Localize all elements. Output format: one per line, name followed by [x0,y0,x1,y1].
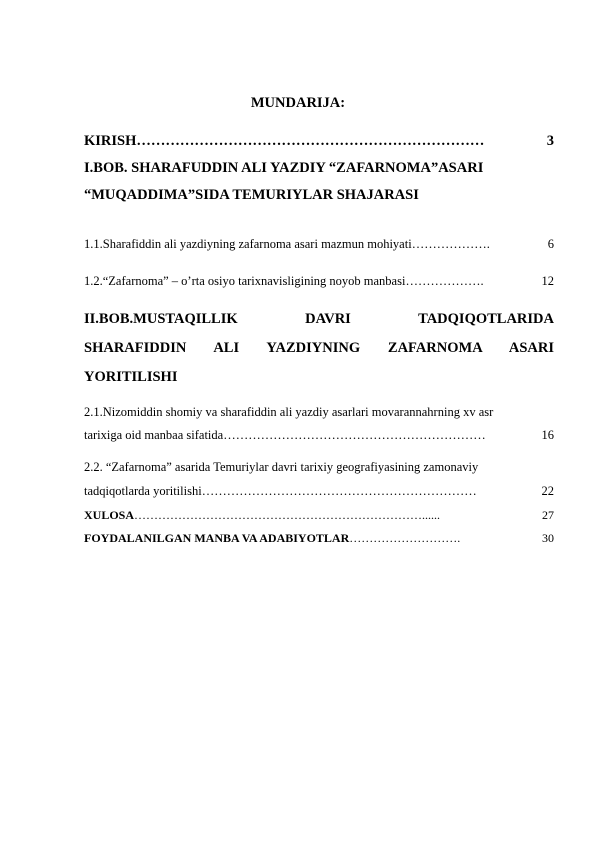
toc-chapter-1-line-1: I.BOB. SHARAFUDDIN ALI YAZDIY “ZAFARNOMA”ASARI [84,160,484,176]
toc-entry-1-1 [84,237,554,252]
toc-leader: ……………………………………………………………… [136,133,485,149]
toc-chapter-2-line-2: SHARAFIDDIN ALI YAZDIYNING ZAFARNOMA ASARI [84,340,554,356]
toc-leader: ………………. [405,274,484,288]
toc-chapter-1-line-2: “MUQADDIMA”SIDA TEMURIYLAR SHAJARASI [84,187,419,203]
toc-entry-kirish [84,133,554,150]
toc-page-number: 16 [541,428,554,442]
toc-leader: ………………. [411,237,490,251]
toc-entry-2-2-line-1: 2.2. “Zafarnoma” asarida Temuriylar davri tarixiy geografiyasining zamonaviy [84,460,479,474]
toc-page-number: 27 [542,508,554,522]
toc-label: XULOSA [84,508,135,522]
toc-entry-2-1-line-2 [84,428,554,443]
toc-entry-adabiyotlar [84,531,554,546]
toc-leader: ………………………………………………………… [201,484,477,498]
toc-label: tadqiqotlarda yoritilishi [84,484,202,498]
toc-entry-2-1-line-1: 2.1.Nizomiddin shomiy va sharafiddin ali yazdiy asarlari movarannahrning xv asr [84,405,494,419]
toc-label: KIRISH [84,133,137,149]
toc-page-number: 22 [541,484,554,498]
page-title: MUNDARIJA: [250,95,346,111]
toc-leader: ………………………………………………………………...... [134,508,441,522]
toc-entry-1-2 [84,274,554,289]
toc-chapter-2-line-1: II.BOB.MUSTAQILLIK DAVRI TADQIQOTLARIDA [84,311,554,327]
toc-label: FOYDALANILGAN MANBA VA ADABIYOTLAR [84,531,350,545]
toc-label: tarixiga oid manbaa sifatida [84,428,224,442]
toc-page-number: 6 [547,237,554,251]
toc-chapter-2-line-3: YORITILISHI [84,369,178,385]
toc-label: 1.1.Sharafiddin ali yazdiyning zafarnoma asari mazmun mohiyati [84,237,412,251]
toc-leader: ………………………. [349,531,461,545]
toc-page-number: 12 [541,274,554,288]
toc-entry-xulosa [84,508,554,523]
toc-leader: ……………………………………………………… [223,428,486,442]
toc-page-number: 3 [546,133,554,149]
toc-page-number: 30 [542,531,554,545]
toc-label: 1.2.“Zafarnoma” – o’rta osiyo tarixnavisligining noyob manbasi [84,274,406,288]
toc-entry-2-2-line-2 [84,484,554,499]
